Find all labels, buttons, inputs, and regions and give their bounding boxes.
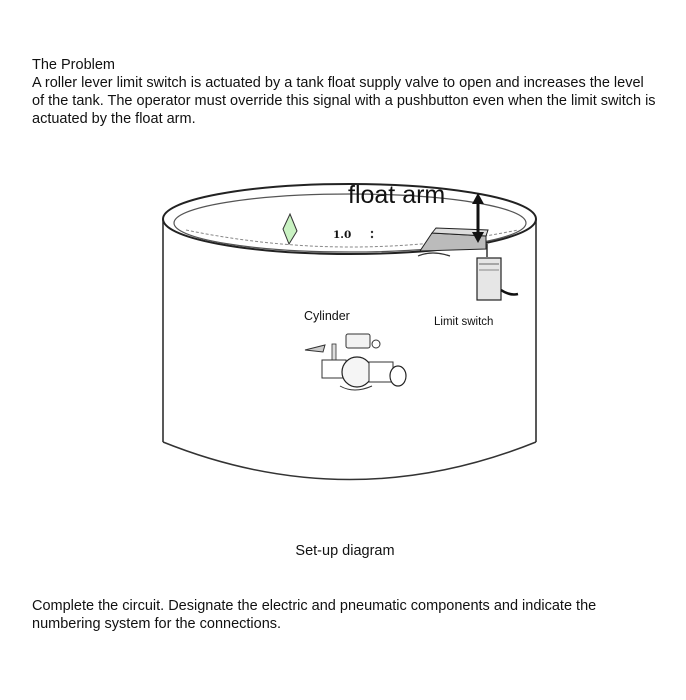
limit-switch — [477, 244, 518, 300]
cylinder-label: Cylinder — [304, 309, 350, 323]
limit-switch-label: Limit switch — [434, 316, 494, 328]
setup-diagram — [150, 172, 550, 502]
problem-statement — [32, 56, 657, 128]
problem-heading: The Problem — [32, 57, 116, 73]
tank-bottom-edge — [163, 442, 536, 480]
level-dot — [371, 236, 373, 238]
float-arm-label: float arm — [348, 181, 446, 209]
instructions-text: Complete the circuit. Designate the electric and pneumatic components and indicate the numbering system for the connections. — [32, 598, 597, 632]
tank-drawing — [150, 172, 550, 502]
cylinder-valve — [305, 334, 406, 390]
diagram-caption: Set-up diagram — [295, 543, 395, 559]
level-dot — [371, 231, 373, 233]
problem-body: A roller lever limit switch is actuated by a tank float supply valve to open and increases the level of the tank. The operator must override this signal with a pushbutton even when the limit switch is actuated by the float arm. — [32, 75, 656, 127]
level-label: 1.0 — [333, 229, 352, 241]
level-marker — [283, 214, 297, 244]
